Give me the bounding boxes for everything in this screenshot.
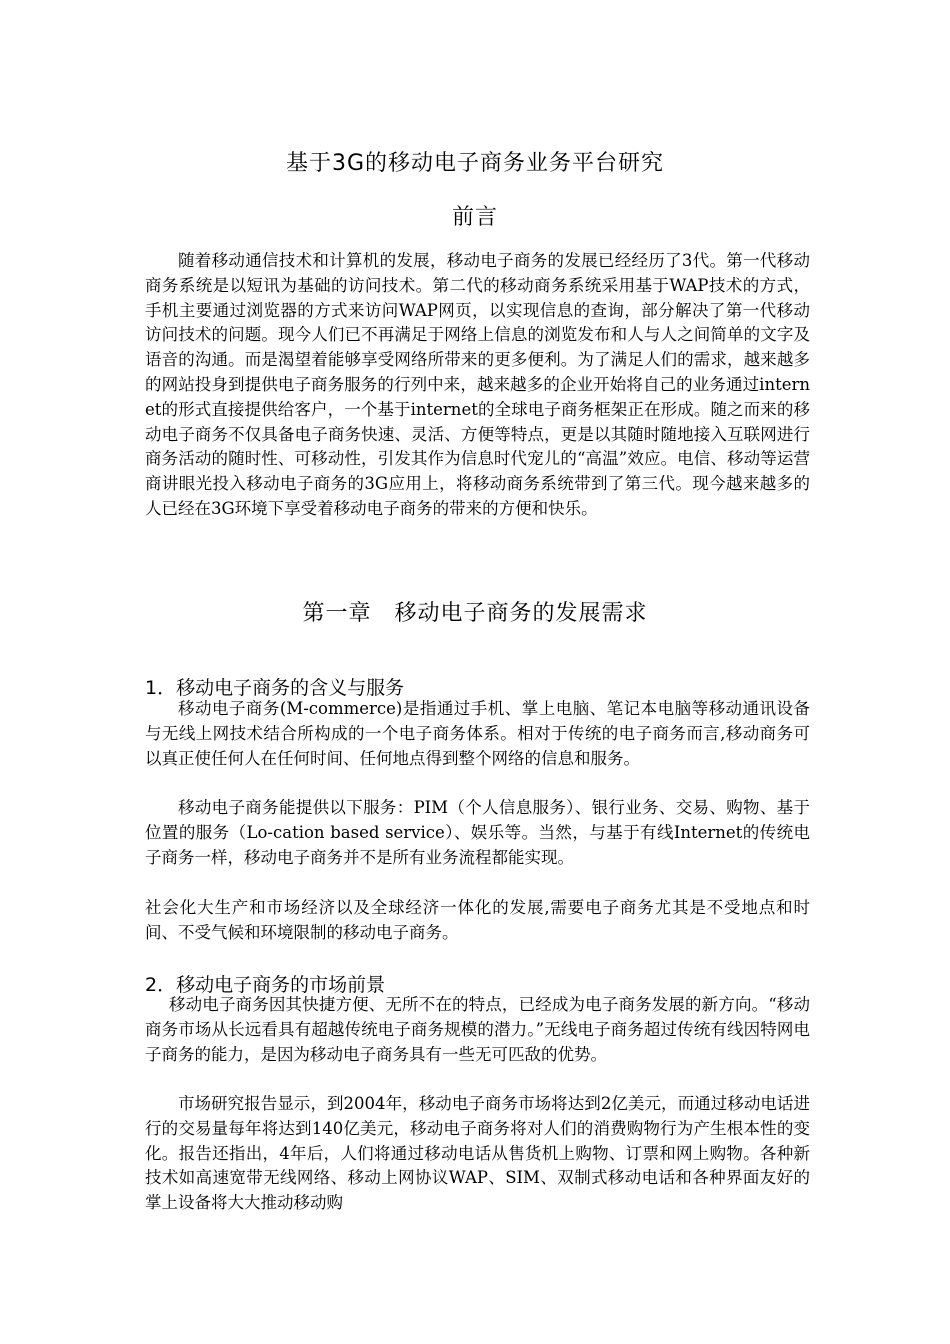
section-1-paragraph-2: 移动电子商务能提供以下服务：PIM（个人信息服务）、银行业务、交易、购物、基于位置的服务（Lo-cation based service）、娱乐等。当然，与基于有线Internet的传统电子商务一样，移动电子商务并不是所有业务流程都能实现。 xyxy=(145,798,810,867)
section-2-heading: 2．移动电子商务的市场前景 xyxy=(145,974,386,996)
preface-heading: 前言 xyxy=(451,205,498,230)
section-2-paragraph-2: 市场研究报告显示，到2004年，移动电子商务市场将达到2亿美元，而通过移动电话进行的交易量每年将达到140亿美元，移动电子商务将对人们的消费购物行为产生根本性的变化。报告还指出，4年后，人们将通过移动电话从售货机上购物、订票和网上购物。各种新技术如高速宽带无线网络、移动上网协议WAP、SIM、双制式移动电话和各种界面友好的掌上设备将大大推动移动购 xyxy=(145,1094,810,1213)
document-title: 基于3G的移动电子商务业务平台研究 xyxy=(285,151,665,176)
chapter-heading: 第一章 移动电子商务的发展需求 xyxy=(302,601,648,626)
section-1-heading: 1．移动电子商务的含义与服务 xyxy=(145,677,405,699)
section-2-paragraph-1: 移动电子商务因其快捷方便、无所不在的特点，已经成为电子商务发展的新方向。“移动商务市场从长远看具有超越传统电子商务规模的潜力。”无线电子商务超过传统有线因特网电子商务的能力，是因为移动电子商务具有一些无可匹敌的优势。 xyxy=(145,995,810,1064)
section-1-paragraph-3: 社会化大生产和市场经济以及全球经济一体化的发展,需要电子商务尤其是不受地点和时间、不受气候和环境限制的移动电子商务。 xyxy=(145,898,810,942)
preface-paragraph: 随着移动通信技术和计算机的发展，移动电子商务的发展已经经历了3代。第一代移动商务系统是以短讯为基础的访问技术。第二代的移动商务系统采用基于WAP技术的方式，手机主要通过浏览器的方式来访问WAP网页，以实现信息的查询，部分解决了第一代移动访问技术的问题。现今人们已不再满足于网络上信息的浏览发布和人与人之间简单的文字及语音的沟通。而是渴望着能够享受网络所带来的更多便利。为了满足人们的需求，越来越多的网站投身到提供电子商务服务的行列中来，越来越多的企业开始将自己的业务通过internet的形式直接提供给客户，一个基于internet的全球电子商务框架正在形成。随之而来的移动电子商务不仅具备电子商务快速、灵活、方便等特点，更是以其随时随地接入互联网进行商务活动的随时性、可移动性，引发其作为信息时代宠儿的“高温”效应。电信、移动等运营商讲眼光投入移动电子商务的3G应用上，将移动商务系统带到了第三代。现今越来越多的人已经在3G环境下享受着移动电子商务的带来的方便和快乐。 xyxy=(145,251,810,518)
section-1-paragraph-1: 移动电子商务(M-commerce)是指通过手机、掌上电脑、笔记本电脑等移动通讯设备与无线上网技术结合所构成的一个电子商务体系。相对于传统的电子商务而言,移动商务可以真正使任何人在任何时间、任何地点得到整个网络的信息和服务。 xyxy=(145,699,810,768)
